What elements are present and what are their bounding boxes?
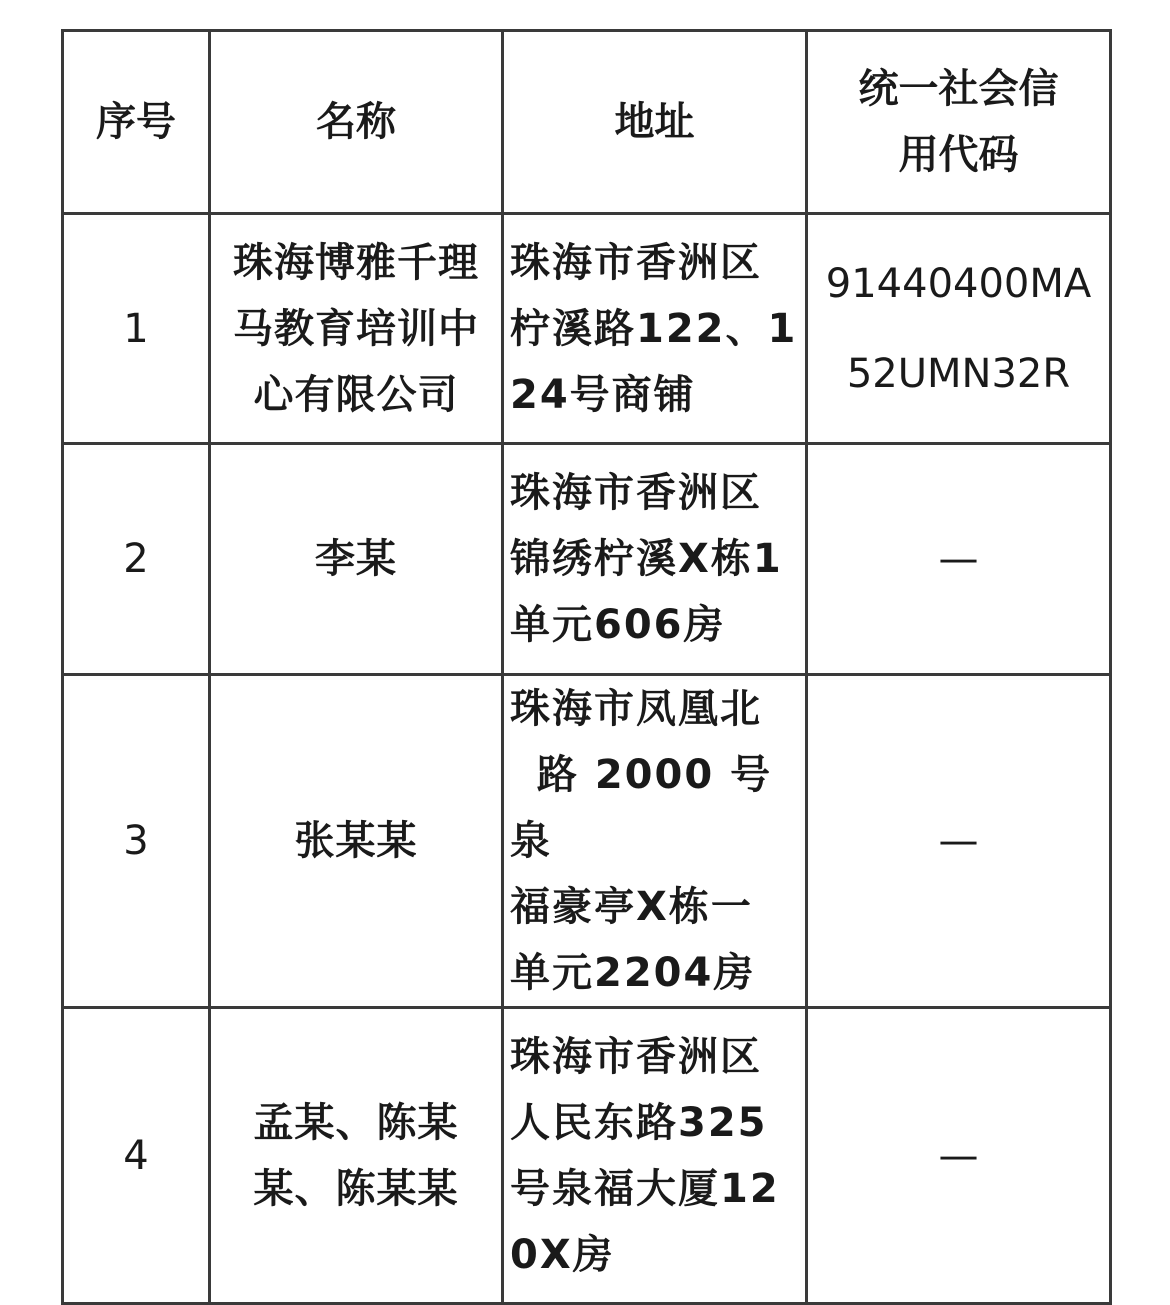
address-line: 24号商铺: [510, 371, 696, 418]
credit-code-line: 91440400MA: [825, 260, 1092, 307]
name-cell: [210, 214, 503, 444]
address-line: 0X房: [510, 1231, 615, 1278]
registry-table: [61, 29, 1112, 1305]
header-credit-code-line: 用代码: [898, 132, 1019, 178]
credit-code-cell: —: [807, 675, 1111, 1008]
address-cell: [503, 444, 807, 675]
address-line: 珠海市香洲区: [510, 1033, 762, 1080]
header-credit-code-line: 统一社会信: [858, 66, 1059, 112]
address-line: 人民东路325: [510, 1099, 768, 1146]
table-row: [63, 444, 1111, 675]
credit-code-cell: —: [807, 444, 1111, 675]
name-cell: [210, 444, 503, 675]
table-row: [63, 1008, 1111, 1304]
header-serial-number: 序号: [63, 31, 210, 214]
address-line: 号泉福大厦12: [510, 1165, 780, 1212]
address-line: 珠海市香洲区: [510, 239, 762, 286]
name-line: 孟某、陈某: [253, 1099, 459, 1146]
address-line: 珠海市香洲区: [510, 470, 762, 516]
name-cell: [210, 1008, 503, 1304]
address-line: 珠海市凤凰北: [510, 686, 762, 732]
address-line: 锦绣柠溪X栋1: [510, 536, 783, 582]
name-line: 珠海博雅千理: [233, 239, 479, 286]
serial-number-cell: 1: [63, 214, 210, 444]
serial-number-cell: 2: [63, 444, 210, 675]
address-line: 路 2000 号 泉: [510, 752, 773, 864]
address-line: 柠溪路122、1: [510, 305, 798, 352]
name-line: 某、陈某某: [253, 1165, 459, 1212]
serial-number-cell: 3: [63, 675, 210, 1008]
table-row: [63, 675, 1111, 1008]
credit-code-cell: —: [807, 1008, 1111, 1304]
name-line: 马教育培训中: [233, 305, 479, 352]
address-cell: [503, 1008, 807, 1304]
address-cell: [503, 675, 807, 1008]
credit-code-line: 52UMN32R: [846, 350, 1071, 397]
name-line: 心有限公司: [253, 371, 459, 418]
name-line: 李某: [315, 536, 397, 582]
header-row: [63, 31, 1111, 214]
address-line: 单元2204房: [510, 950, 756, 996]
header-address: 地址: [503, 31, 807, 214]
address-line: 单元606房: [510, 602, 726, 648]
header-name: 名称: [210, 31, 503, 214]
name-cell: [210, 675, 503, 1008]
credit-code-cell: [807, 214, 1111, 444]
table-row: [63, 214, 1111, 444]
serial-number-cell: 4: [63, 1008, 210, 1304]
header-credit-code: [807, 31, 1111, 214]
address-line: 福豪亭X栋一: [510, 884, 753, 930]
address-cell: [503, 214, 807, 444]
name-line: 张某某: [294, 818, 418, 864]
